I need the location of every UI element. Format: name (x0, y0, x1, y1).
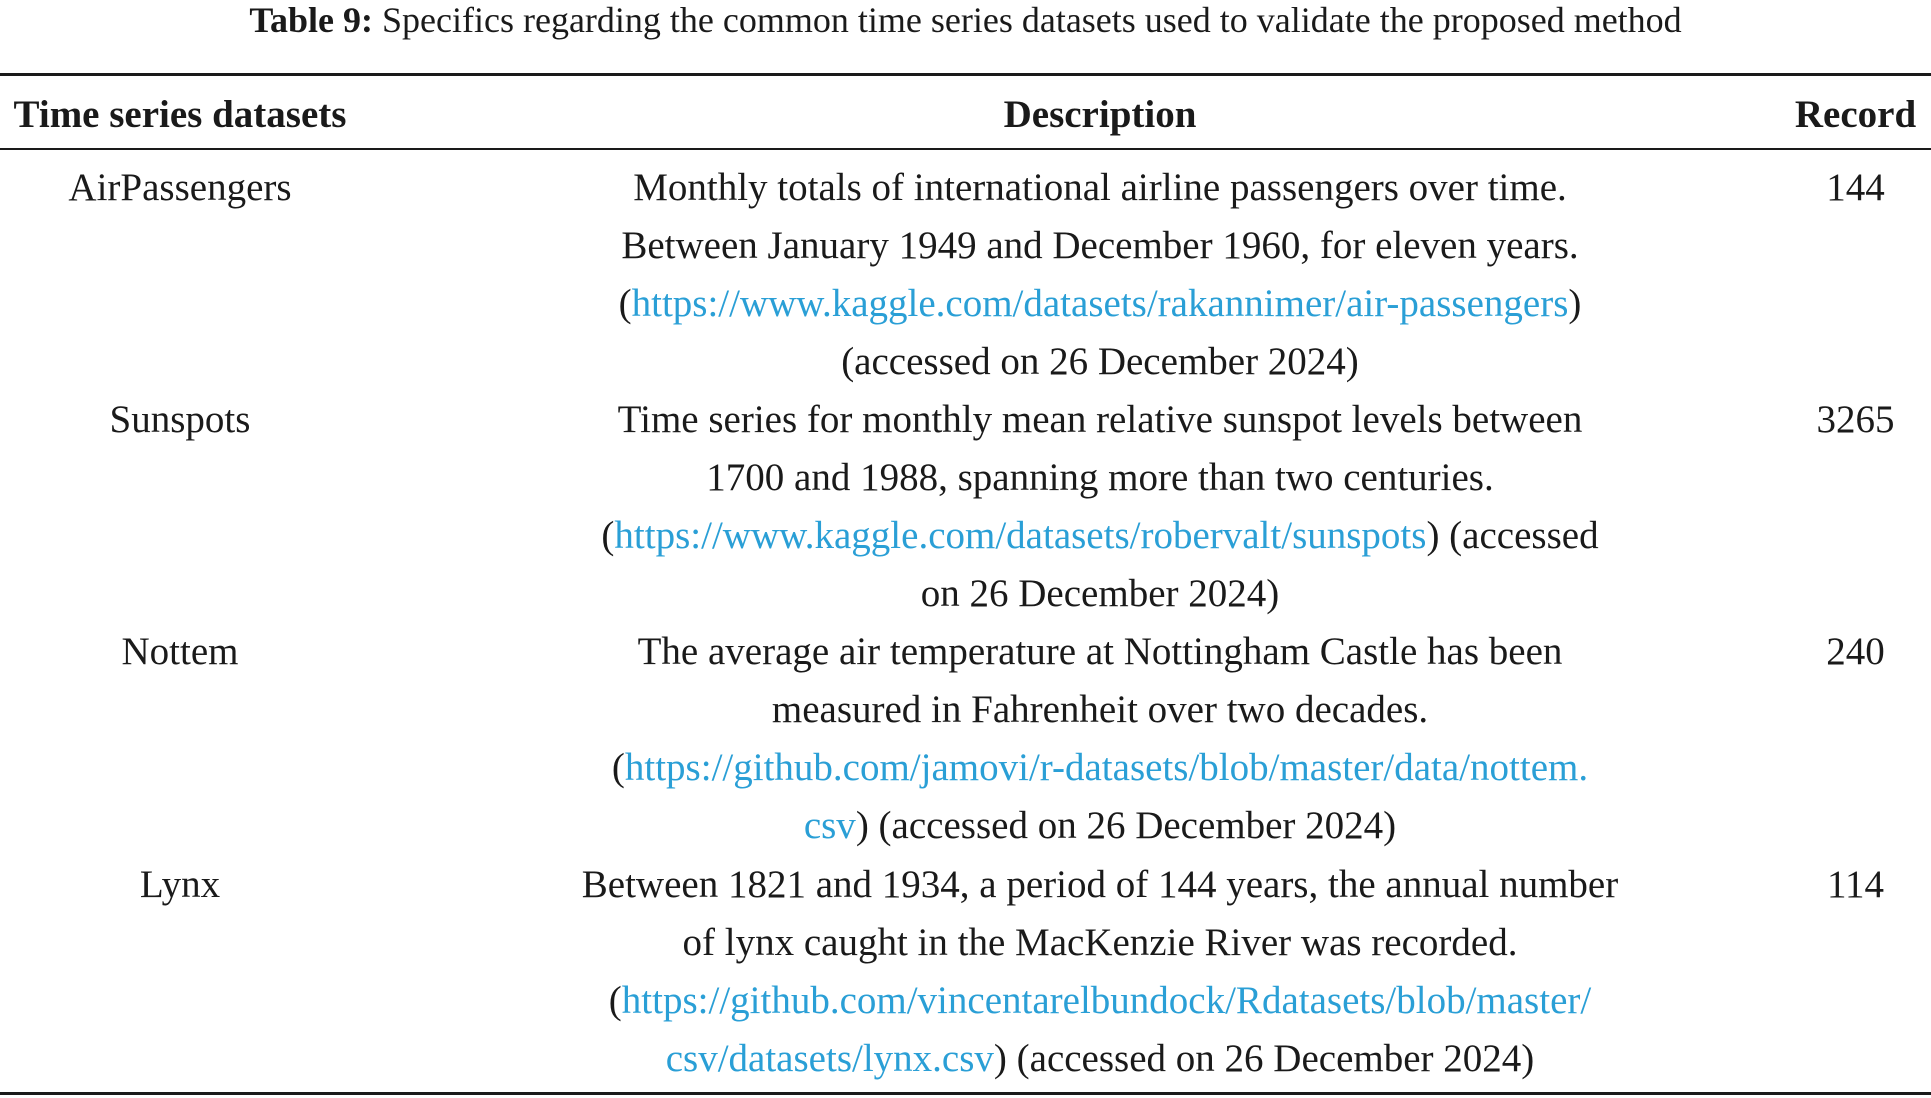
dataset-url-link[interactable]: csv (803, 804, 856, 847)
record-count-cell: 240 (1826, 630, 1885, 673)
description-line (480, 739, 1720, 797)
description-line (480, 1030, 1720, 1088)
description-line (480, 159, 1720, 217)
caption-label: Table 9: (249, 0, 374, 40)
description-line (480, 565, 1720, 623)
description-text: Time series for monthly mean relative sunspot levels between (617, 398, 1583, 441)
description-line (480, 797, 1720, 855)
dataset-name-cell: Sunspots (109, 398, 251, 441)
description-text: Between 1821 and 1934, a period of 144 years, the annual number (581, 863, 1619, 906)
description-text: ) (accessed on 26 December 2024) (993, 1037, 1535, 1080)
dataset-url-link[interactable]: https://github.com/jamovi/r-datasets/blob/master/data/nottem. (624, 746, 1589, 789)
dataset-url-link[interactable]: https://www.kaggle.com/datasets/rakannimer/air-passengers (631, 282, 1569, 325)
caption-text: Specifics regarding the common time series datasets used to validate the proposed method (382, 0, 1682, 40)
description-text: ) (1568, 282, 1582, 325)
dataset-url-link[interactable]: https://github.com/vincentarelbundock/Rdatasets/blob/master/ (621, 979, 1592, 1022)
description-text: measured in Fahrenheit over two decades. (771, 688, 1429, 731)
header-datasets: Time series datasets (13, 93, 347, 136)
record-count-cell: 114 (1826, 863, 1885, 906)
table-bottom-rule (0, 1092, 1931, 1095)
description-line (480, 856, 1720, 914)
description-text: of lynx caught in the MacKenzie River was recorded. (682, 921, 1518, 964)
description-text: Between January 1949 and December 1960, for eleven years. (621, 224, 1579, 267)
description-text: ( (608, 979, 622, 1022)
description-line (480, 333, 1720, 391)
description-line (480, 972, 1720, 1030)
header-description: Description (1003, 93, 1197, 136)
description-cell (480, 856, 1720, 1088)
table-header-rule (0, 148, 1931, 150)
dataset-url-link[interactable]: csv/datasets/lynx.csv (665, 1037, 994, 1080)
description-line (480, 623, 1720, 681)
description-text: ) (accessed (1426, 514, 1599, 557)
description-text: Monthly totals of international airline passengers over time. (633, 166, 1567, 209)
description-line (480, 391, 1720, 449)
description-text: 1700 and 1988, spanning more than two centuries. (706, 456, 1494, 499)
dataset-name-cell: Nottem (121, 630, 239, 673)
description-line (480, 217, 1720, 275)
description-cell (480, 623, 1720, 855)
description-cell (480, 159, 1720, 391)
description-text: ( (601, 514, 615, 557)
dataset-name-cell: AirPassengers (68, 166, 292, 209)
description-text: on 26 December 2024) (920, 572, 1280, 615)
description-text: The average air temperature at Nottingham Castle has been (637, 630, 1563, 673)
description-text: ) (accessed on 26 December 2024) (855, 804, 1397, 847)
description-line (480, 275, 1720, 333)
dataset-name-cell: Lynx (139, 863, 221, 906)
table-caption (0, 0, 1931, 40)
dataset-url-link[interactable]: https://www.kaggle.com/datasets/robervalt/sunspots (614, 514, 1427, 557)
description-line (480, 449, 1720, 507)
description-cell (480, 391, 1720, 623)
description-text: (accessed on 26 December 2024) (841, 340, 1359, 383)
table-top-rule (0, 73, 1931, 76)
record-count-cell: 3265 (1816, 398, 1895, 441)
description-text: ( (611, 746, 625, 789)
record-count-cell: 144 (1826, 166, 1885, 209)
description-line (480, 681, 1720, 739)
description-line (480, 507, 1720, 565)
description-line (480, 914, 1720, 972)
description-text: ( (618, 282, 632, 325)
header-record: Record (1794, 93, 1917, 136)
